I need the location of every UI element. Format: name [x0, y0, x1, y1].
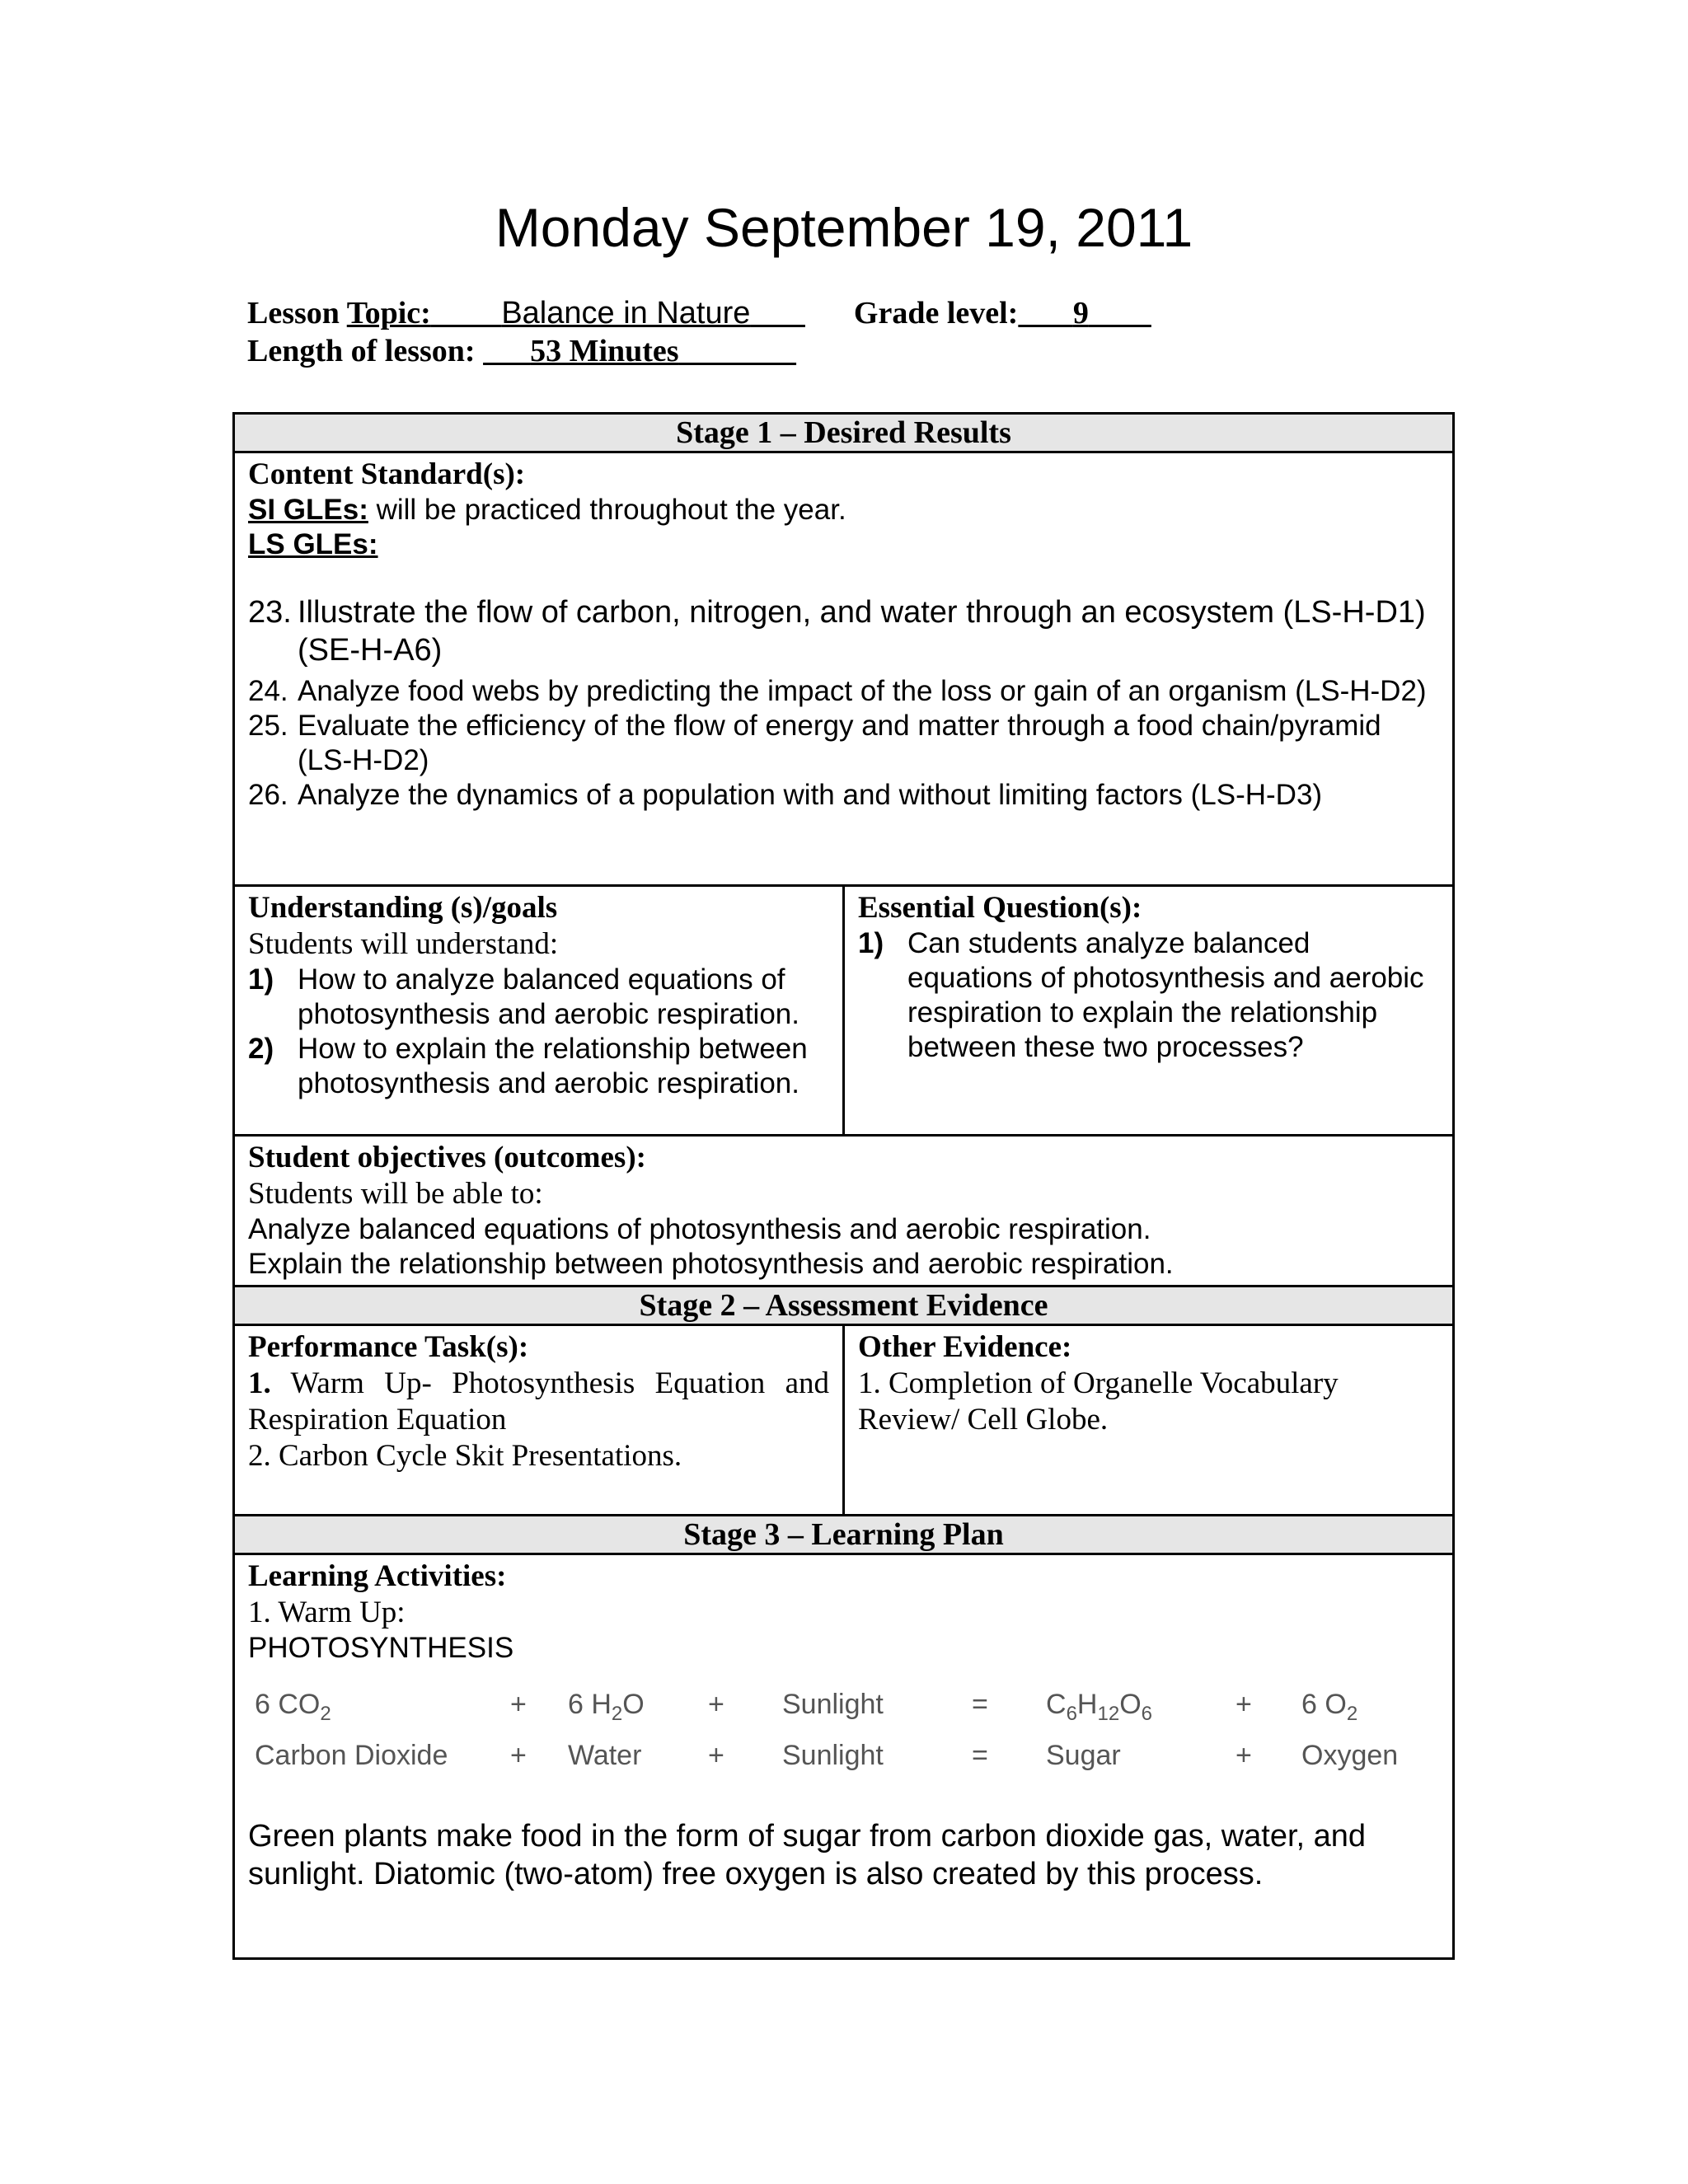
- understanding-intro: Students will understand:: [248, 927, 559, 961]
- essential-question-cell: [844, 886, 1454, 1136]
- learning-activities-label: Learning Activities:: [248, 1559, 507, 1593]
- objective-item: Analyze balanced equations of photosynthesis and aerobic respiration.: [248, 1213, 1151, 1245]
- grade-label: Grade level:: [853, 296, 1019, 330]
- understanding-cell: [234, 886, 844, 1136]
- understanding-item: 2) How to explain the relationship between photosynthesis and aerobic respiration.: [248, 1033, 808, 1099]
- content-standards-cell: [234, 452, 1454, 886]
- length-label: Length of lesson:: [247, 334, 476, 368]
- standards-list: [248, 593, 1439, 813]
- standard-item: 25. Evaluate the efficiency of the flow of energy and matter through a food chain/pyramid (LS-H-D2): [248, 710, 1381, 776]
- grade-value: 9: [1072, 296, 1089, 330]
- topic-label: Topic:: [346, 296, 431, 330]
- performance-task-item: 2. Carbon Cycle Skit Presentations.: [248, 1439, 682, 1473]
- si-gles-text: will be practiced throughout the year.: [368, 494, 846, 526]
- equation-words-row: Carbon Dioxide + Water + Sunlight = Sugar + Oxygen: [255, 1739, 1399, 1771]
- photosynthesis-heading: PHOTOSYNTHESIS: [248, 1632, 514, 1664]
- warmup-label: 1. Warm Up:: [248, 1596, 406, 1629]
- understanding-item: 1) How to analyze balanced equations of photosynthesis and aerobic respiration.: [248, 963, 799, 1030]
- equation-formula-row: 6 $CO_2$ + 6 $H_2O$ + Sunlight = $C_6H_{12}O_6$ + 6 $O_2$: [255, 1689, 1358, 1725]
- standard-item: 23. Illustrate the flow of carbon, nitrogen, and water through an ecosystem (LS-H-D1) (SE-H-A6): [248, 595, 1426, 668]
- other-evidence-cell: [844, 1325, 1454, 1516]
- performance-task-cell: [234, 1325, 844, 1516]
- stage2-header: Stage 2 – Assessment Evidence: [234, 1286, 1454, 1325]
- performance-task-label: Performance Task(s):: [248, 1330, 529, 1364]
- other-evidence-label: Other Evidence:: [858, 1330, 1072, 1364]
- lesson-plan-table: [232, 412, 1455, 1960]
- photosynthesis-equation: [255, 1684, 1417, 1776]
- other-evidence-item: 1. Completion of Organelle Vocabulary Review/ Cell Globe.: [858, 1366, 1339, 1436]
- photosynthesis-description: Green plants make food in the form of sugar from carbon dioxide gas, water, and sunlight. Diatomic (two-atom) free oxygen is also created by this process.: [248, 1818, 1367, 1891]
- understanding-list: [248, 963, 829, 1101]
- stage1-header: Stage 1 – Desired Results: [234, 414, 1454, 452]
- objectives-intro: Students will be able to:: [248, 1177, 543, 1211]
- objective-item: Explain the relationship between photosynthesis and aerobic respiration.: [248, 1248, 1174, 1280]
- lesson-topic-label: Lesson: [247, 296, 347, 330]
- content-standards-label: Content Standard(s):: [248, 457, 526, 491]
- essential-question-label: Essential Question(s):: [858, 891, 1142, 925]
- lesson-topic-line: [247, 295, 1151, 331]
- lesson-length-line: [247, 333, 796, 369]
- essential-question-item: 1) Can students analyze balanced equations of photosynthesis and aerobic respiration to explain the relationship between these two processes?: [858, 927, 1424, 1063]
- understanding-label: Understanding (s)/goals: [248, 891, 558, 925]
- si-gles-label: SI GLEs:: [248, 494, 368, 526]
- page-title: Monday September 19, 2011: [495, 197, 1193, 258]
- performance-task-item: 1. Warm Up- Photosynthesis Equation and Respiration Equation: [248, 1366, 829, 1436]
- standard-item: 26. Analyze the dynamics of a population with and without limiting factors (LS-H-D3): [248, 779, 1323, 811]
- objectives-label: Student objectives (outcomes):: [248, 1141, 646, 1174]
- essential-question-list: [858, 926, 1439, 1065]
- learning-activities-cell: [234, 1554, 1454, 1959]
- stage3-header: Stage 3 – Learning Plan: [234, 1516, 1454, 1554]
- ls-gles-label: LS GLEs:: [248, 528, 378, 560]
- length-value: 53 Minutes: [530, 334, 679, 368]
- objectives-cell: [234, 1136, 1454, 1286]
- standard-item: 24. Analyze food webs by predicting the impact of the loss or gain of an organism (LS-H-D2): [248, 675, 1427, 707]
- topic-value: Balance in Nature: [501, 296, 751, 330]
